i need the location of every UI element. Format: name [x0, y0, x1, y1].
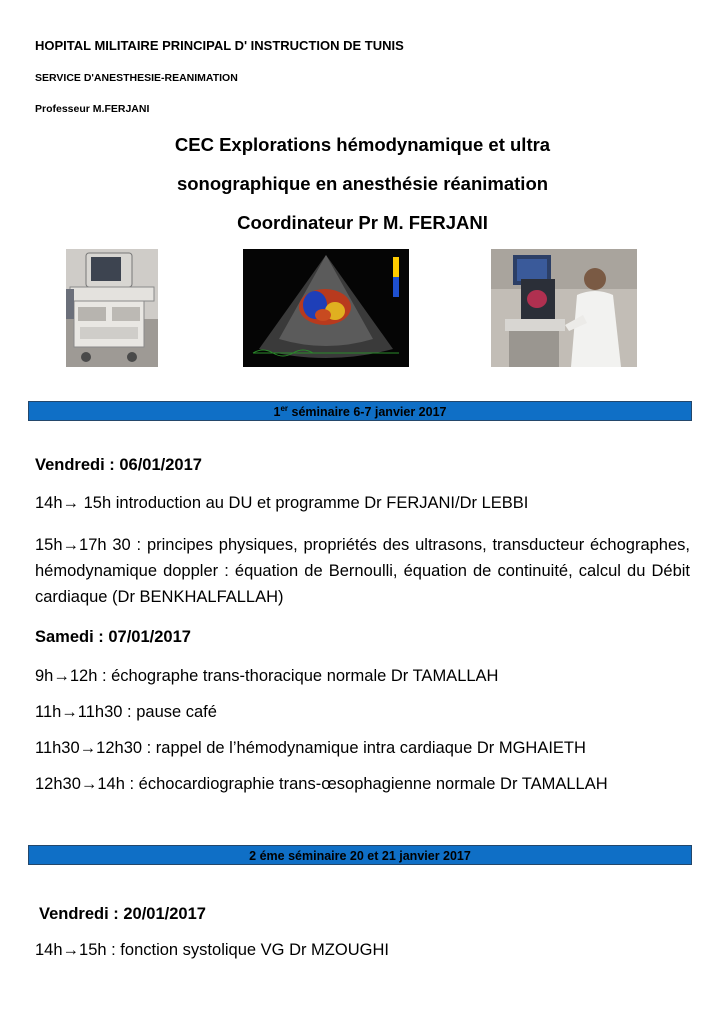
session-item: 14h→15h : fonction systolique VG Dr MZOUGHI [35, 941, 389, 959]
ultrasound-machine-photo [66, 249, 158, 367]
session-item: 11h30→12h30 : rappel de l’hémodynamique intra cardiaque Dr MGHAIETH [35, 739, 586, 757]
session-item: 14h→ 15h introduction au DU et programme Dr FERJANI/Dr LEBBI [35, 494, 529, 512]
seminar-1-ordinal-suffix: er [280, 403, 289, 413]
day-title-friday-20: Vendredi : 20/01/2017 [39, 905, 206, 923]
session-item: 11h→11h30 : pause café [35, 703, 217, 721]
session-item: 12h30→14h : échocardiographie trans-œsophagienne normale Dr TAMALLAH [35, 775, 608, 793]
physician-ultrasound-photo [491, 249, 637, 367]
session-item: 15h→17h 30 : principes physiques, propriétés des ultrasons, transducteur échographes, hémodynamique doppler : équation de Bernoulli, équation de continuité, calcul du Débit cardiaque (Dr BENKHALFALLAH) [35, 536, 690, 606]
course-title-line-2: sonographique en anesthésie réanimation [176, 173, 549, 194]
day-title-saturday-07: Samedi : 07/01/2017 [35, 628, 191, 646]
hospital-name: HOPITAL MILITAIRE PRINCIPAL D' INSTRUCTION DE TUNIS [35, 38, 404, 53]
doppler-echocardiogram-photo [243, 249, 409, 367]
service-name: SERVICE D'ANESTHESIE-REANIMATION [35, 72, 238, 84]
seminar-1-banner [28, 401, 692, 421]
seminar-1-label: séminaire 6-7 janvier 2017 [288, 405, 447, 419]
session-item: 9h→12h : échographe trans-thoracique normale Dr TAMALLAH [35, 667, 499, 685]
day-title-friday-06: Vendredi : 06/01/2017 [35, 456, 202, 474]
course-title-line-1: CEC Explorations hémodynamique et ultra [174, 134, 551, 155]
professor-name: Professeur M.FERJANI [35, 103, 150, 115]
seminar-1-ordinal: 1 [273, 405, 281, 419]
coordinator-line: Coordinateur Pr M. FERJANI [237, 212, 488, 233]
seminar-2-banner: 2 éme séminaire 20 et 21 janvier 2017 [28, 845, 692, 865]
